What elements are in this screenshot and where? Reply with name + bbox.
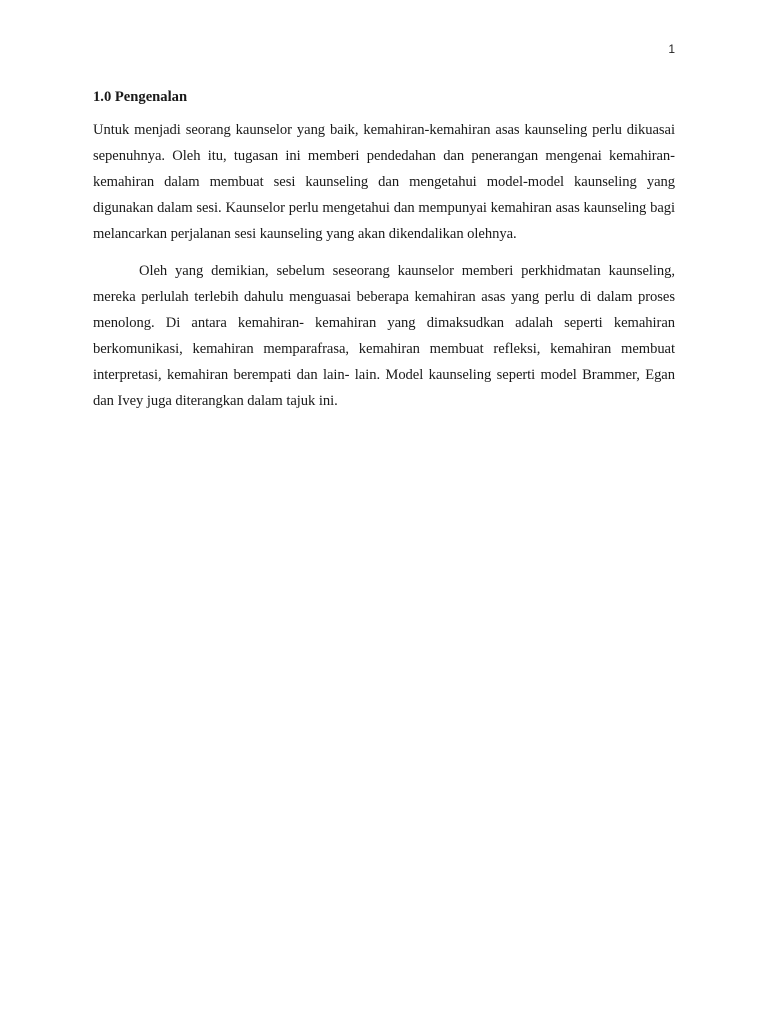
paragraph-intro: Untuk menjadi seorang kaunselor yang baik, kemahiran-kemahiran asas kaunseling perlu dikuasai sepenuhnya. Oleh itu, tugasan ini memberi pendedahan dan penerangan mengenai kemahiran-kemahiran dalam membuat sesi kaunseling dan mengetahui model-model kaunseling yang digunakan dalam sesi. Kaunselor perlu mengetahui dan mempunyai kemahiran asas kaunseling bagi melancarkan perjalanan sesi kaunseling yang akan dikendalikan olehnya. [93, 122, 675, 242]
section-heading: 1.0 Pengenalan [93, 89, 188, 105]
page-number: 1 [668, 42, 675, 56]
document-body [93, 86, 675, 425]
paragraph-skills: Oleh yang demikian, sebelum seseorang kaunselor memberi perkhidmatan kaunseling, mereka perlulah terlebih dahulu menguasai beberapa kemahiran asas yang perlu di dalam proses menolong. Di antara kemahiran- kemahiran yang dimaksudkan adalah seperti kemahiran berkomunikasi, kemahiran memparafrasa, kemahiran membuat refleksi, kemahiran membuat interpretasi, kemahiran berempati dan lain- lain. Model kaunseling seperti model Brammer, Egan dan Ivey juga diterangkan dalam tajuk ini. [93, 263, 675, 409]
